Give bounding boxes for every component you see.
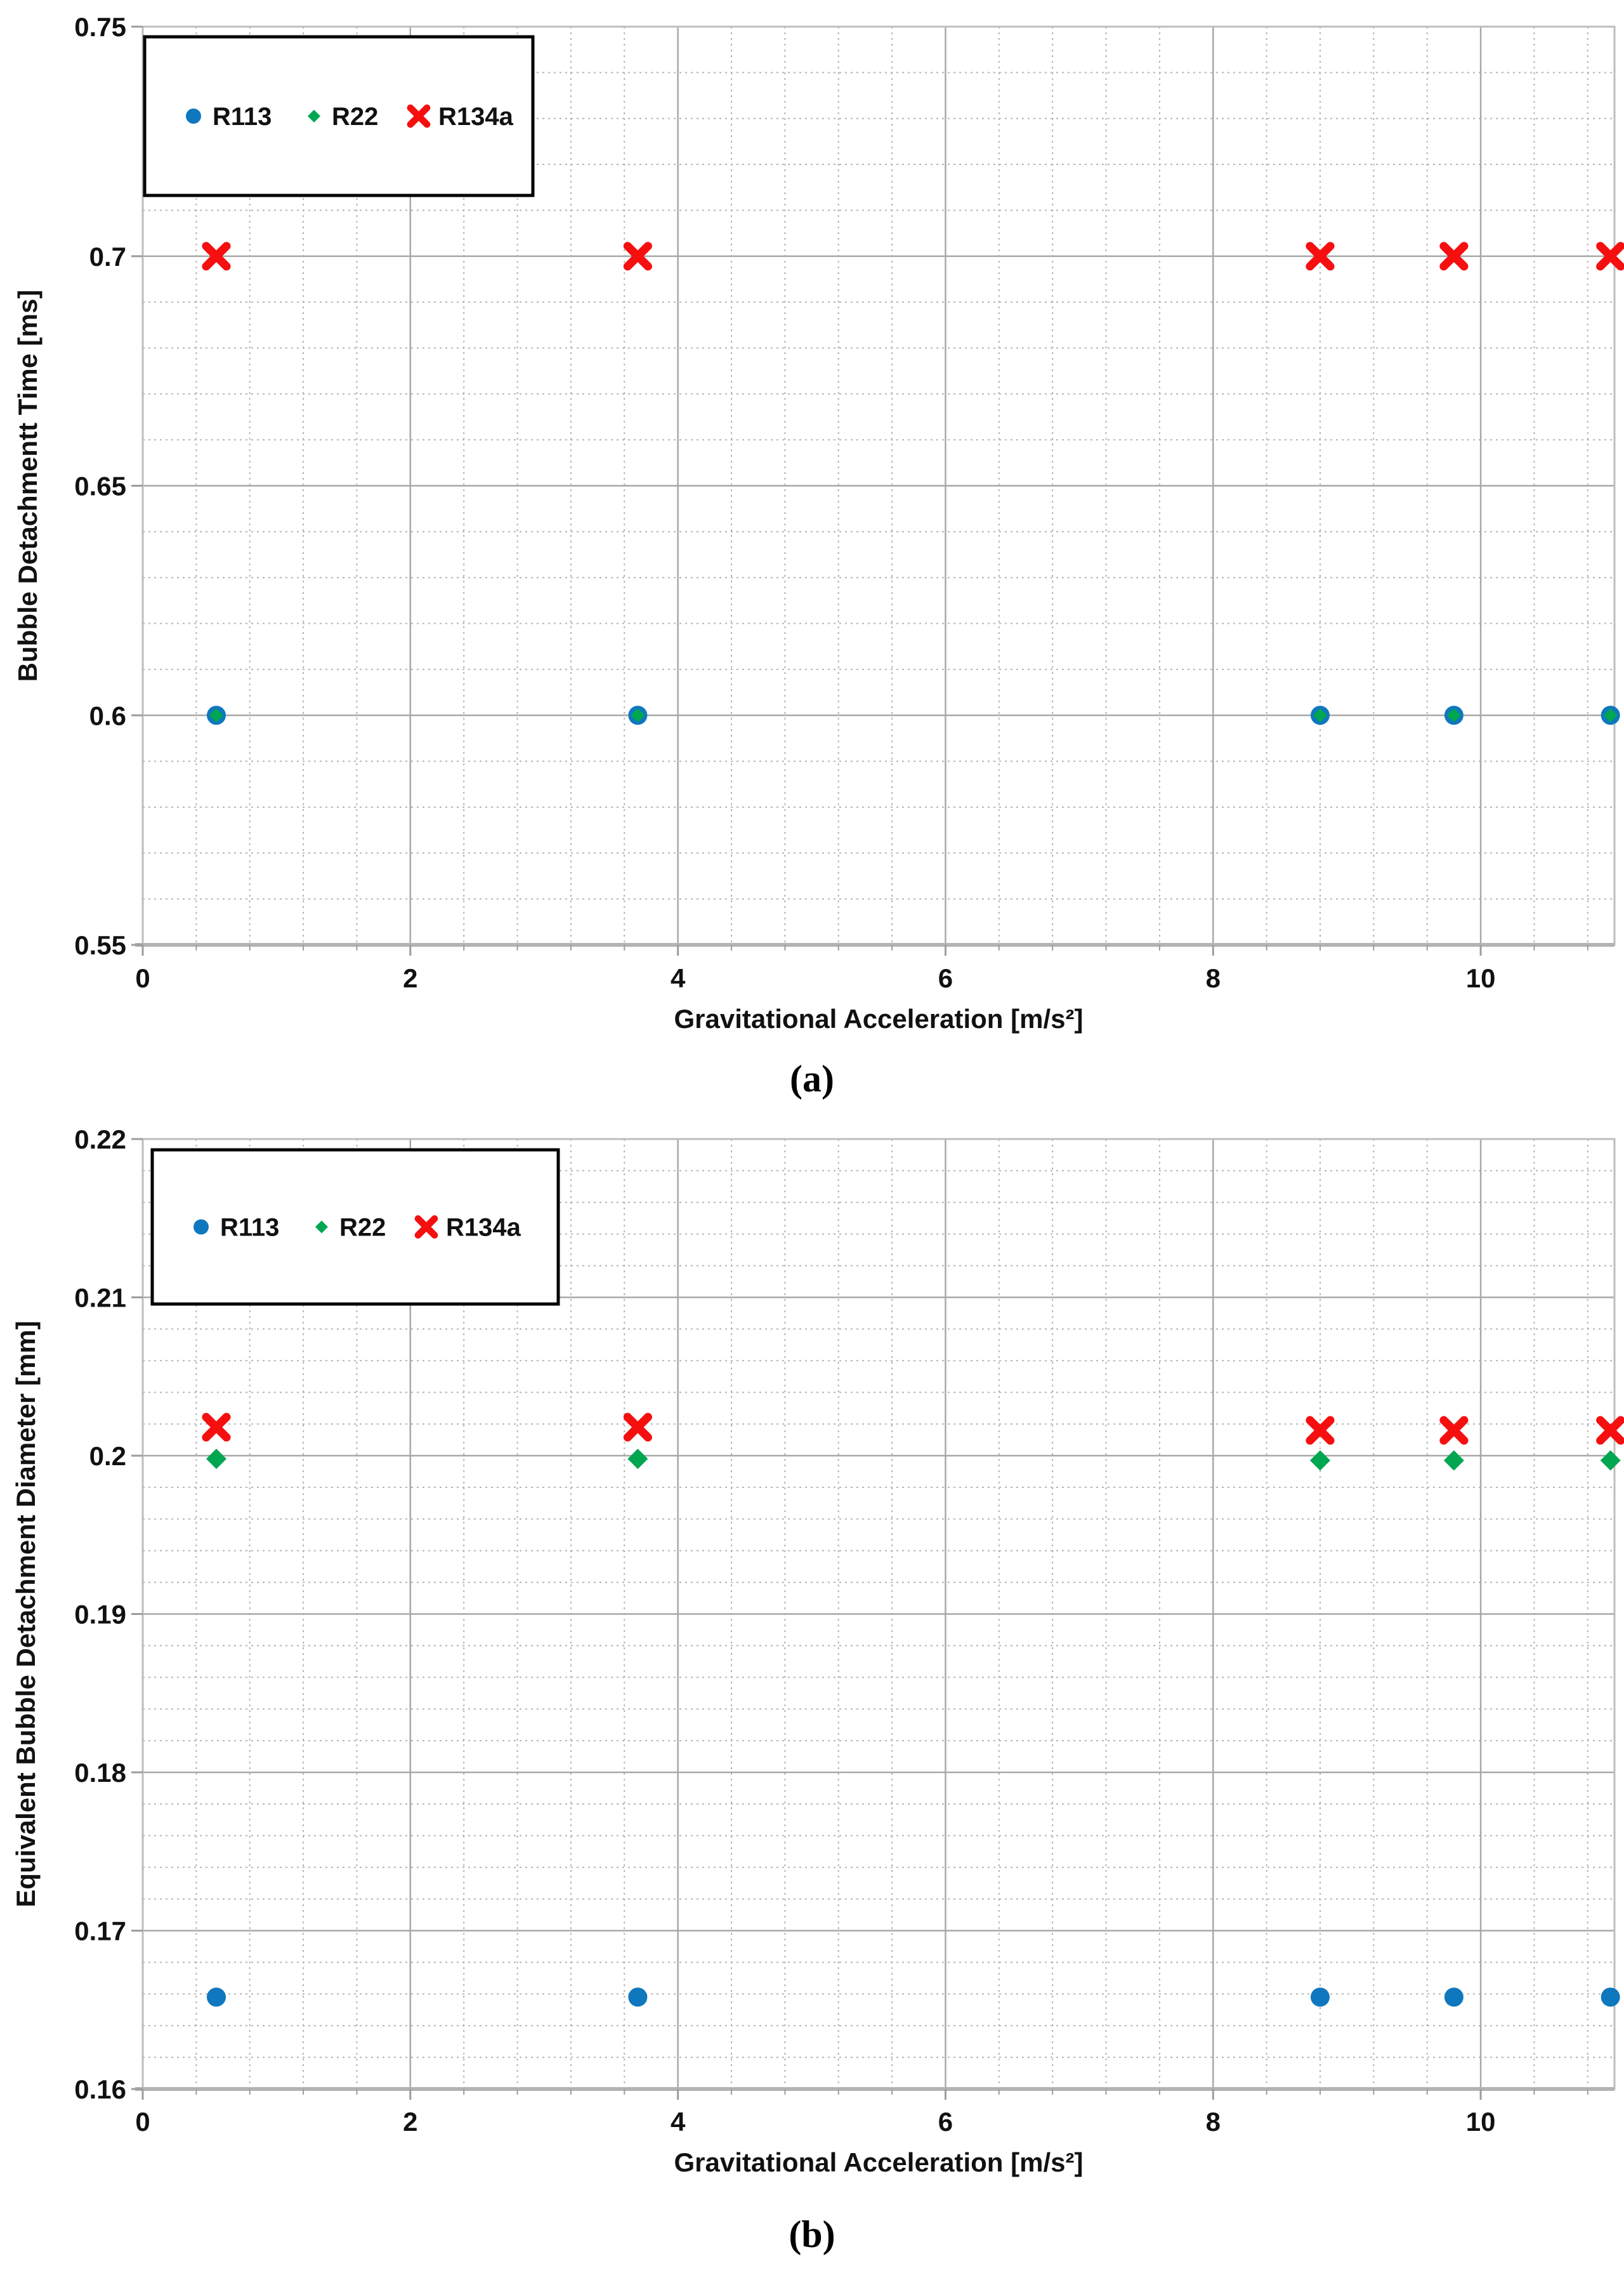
- y-tick-label: 0.21: [74, 1282, 126, 1313]
- legend-label-R22: R22: [339, 1213, 386, 1242]
- data-point-R134a: [627, 1417, 648, 1437]
- legend-label-R22: R22: [332, 103, 379, 131]
- y-tick-label: 0.2: [89, 1441, 126, 1471]
- legend-marker-R113: [193, 1220, 209, 1235]
- legend-label-R134a: R134a: [438, 103, 513, 131]
- data-point-R134a: [1601, 1420, 1621, 1440]
- y-tick-label: 0.19: [74, 1599, 126, 1630]
- x-tick-label: 10: [1465, 2107, 1496, 2137]
- data-point-R22: [1310, 1450, 1330, 1470]
- x-tick-label: 4: [670, 2107, 686, 2137]
- chart-a: [0, 0, 1624, 1041]
- legend: [145, 37, 533, 195]
- x-tick-label: 10: [1465, 963, 1496, 993]
- data-point-R22: [627, 1449, 648, 1469]
- y-tick-label: 0.7: [89, 241, 126, 272]
- caption-b: [0, 2196, 1624, 2273]
- y-tick-label: 0.65: [74, 471, 126, 501]
- x-tick-label: 4: [670, 963, 686, 993]
- y-tick-label: 0.18: [74, 1758, 126, 1788]
- x-tick-label: 0: [135, 963, 150, 993]
- data-point-R22: [1601, 1450, 1621, 1470]
- legend-marker-R113: [186, 109, 201, 124]
- data-point-R134a: [206, 1417, 226, 1437]
- y-tick-label: 0.75: [74, 12, 126, 42]
- data-point-R22: [1444, 1450, 1464, 1470]
- data-point-R113: [1444, 1987, 1464, 2006]
- x-tick-label: 8: [1205, 963, 1221, 993]
- y-axis-title: Bubble Detachmentt Time [ms]: [13, 289, 43, 682]
- data-point-R22: [206, 1449, 226, 1469]
- data-point-R113: [207, 1987, 226, 2006]
- data-point-R113: [1601, 1987, 1620, 2006]
- y-tick-label: 0.16: [74, 2074, 126, 2104]
- y-tick-label: 0.17: [74, 1916, 126, 1946]
- x-tick-label: 2: [403, 963, 418, 993]
- chart-b-svg: [0, 1117, 1624, 2196]
- x-tick-label: 2: [403, 2107, 418, 2137]
- caption-a-text: (a): [790, 1057, 834, 1100]
- y-tick-label: 0.6: [89, 701, 126, 731]
- data-point-R113: [1311, 1987, 1330, 2006]
- data-point-R134a: [1444, 1420, 1464, 1440]
- chart-a-svg: [0, 0, 1624, 1041]
- series-R22: [206, 1449, 1621, 1470]
- series-R113: [207, 1987, 1620, 2006]
- x-tick-label: 8: [1205, 2107, 1221, 2137]
- x-axis-title: Gravitational Acceleration [m/s²]: [674, 1004, 1084, 1034]
- x-tick-label: 0: [135, 2107, 150, 2137]
- legend-label-R113: R113: [213, 103, 272, 131]
- x-tick-label: 6: [938, 963, 953, 993]
- y-tick-label: 0.55: [74, 930, 126, 960]
- legend-label-R113: R113: [220, 1213, 280, 1242]
- legend-label-R134a: R134a: [446, 1213, 521, 1242]
- x-tick-label: 6: [938, 2107, 953, 2137]
- x-axis-title: Gravitational Acceleration [m/s²]: [674, 2147, 1084, 2177]
- data-point-R113: [628, 1987, 647, 2006]
- legend: [152, 1150, 558, 1304]
- y-tick-label: 0.22: [74, 1124, 126, 1154]
- caption-a: [0, 1041, 1624, 1117]
- chart-b: [0, 1117, 1624, 2196]
- y-axis-title: Equivalent Bubble Detachment Diameter [mm]: [11, 1321, 41, 1907]
- caption-b-text: (b): [789, 2213, 835, 2255]
- series-R134a: [206, 1417, 1621, 1440]
